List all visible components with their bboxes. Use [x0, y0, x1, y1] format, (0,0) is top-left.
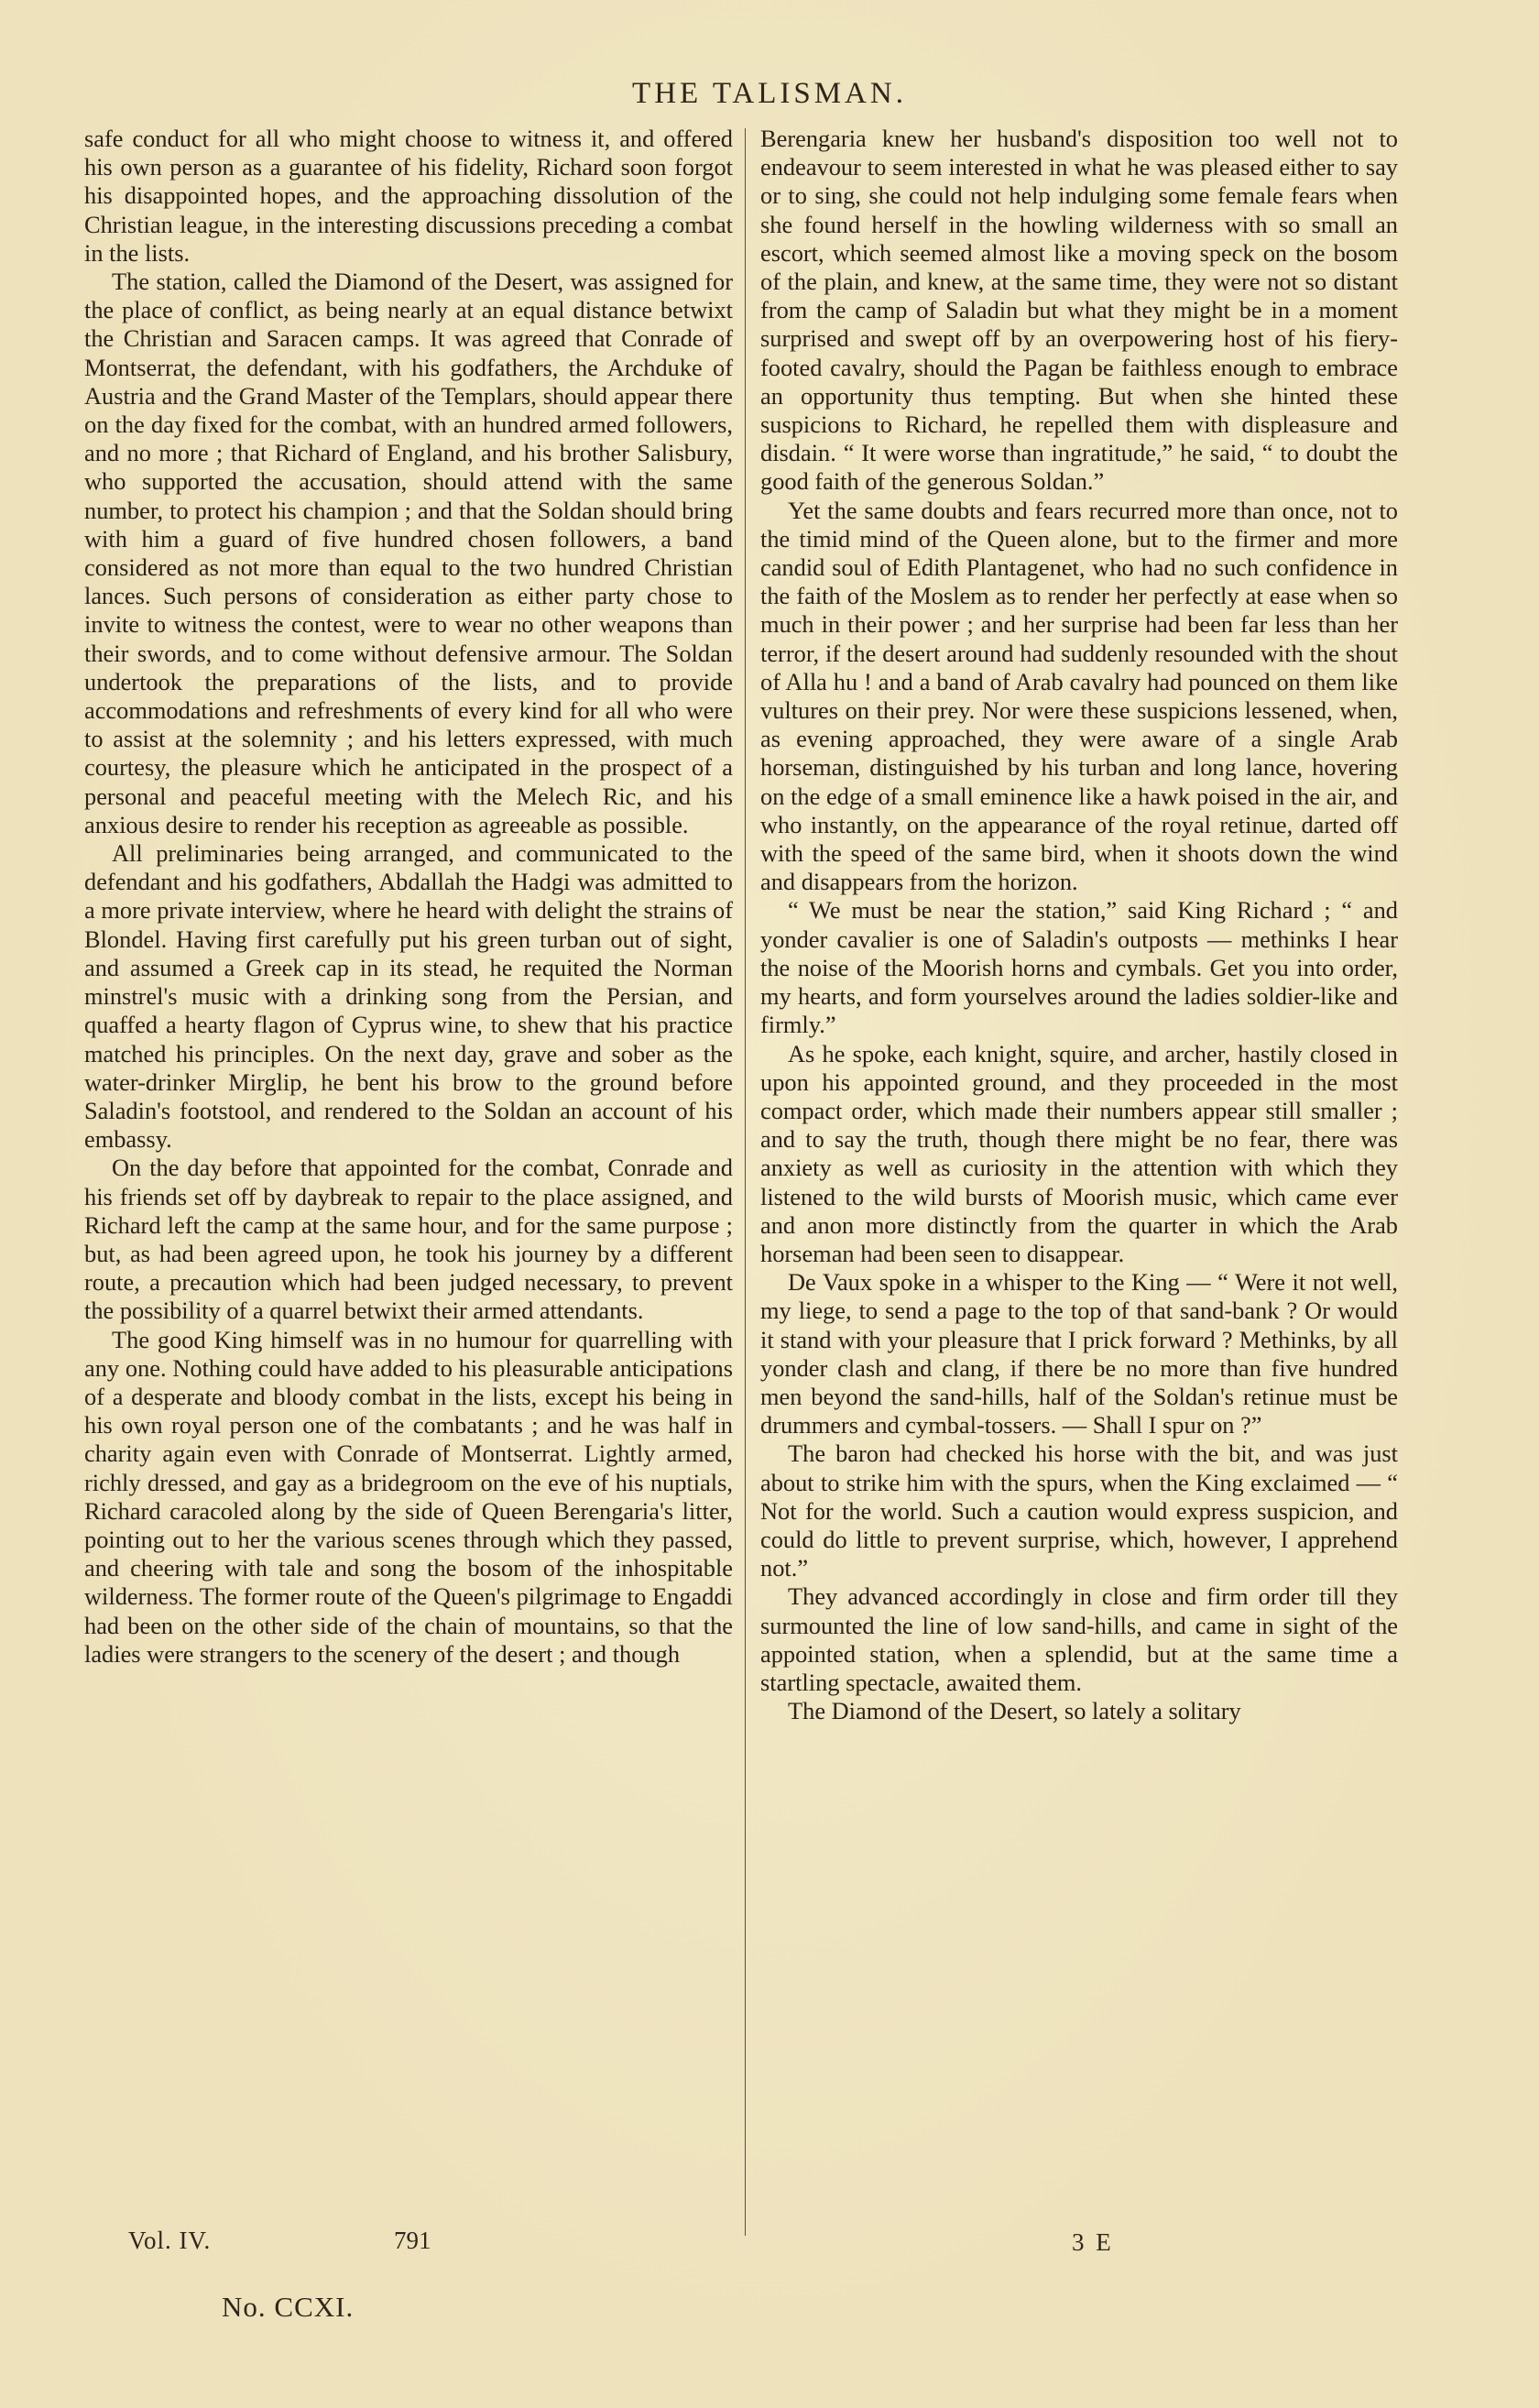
- page-number: 791: [394, 2227, 431, 2254]
- running-head: THE TALISMAN.: [632, 77, 907, 110]
- paragraph: All preliminaries being arranged, and communicated to the defendant and his godfathers, Abdallah the Hadgi was admitted to a more private interview, where he heard with delight the strains of Blondel. Having first carefully put his green turban out of sight, and assumed a Greek cap in its stead, he requited the Norman minstrel's music with a drinking song from the Persian, and quaffed a hearty flagon of Cyprus wine, to shew that his practice matched his principles. On the next day, grave and sober as the water-drinker Mirglip, he bent his brow to the ground before Saladin's footstool, and rendered to the Soldan an account of his embassy.: [84, 839, 733, 1154]
- column-divider: [745, 128, 746, 2236]
- paragraph: Berengaria knew her husband's disposition too well not to endeavour to seem interested in what he was pleased either to say or to sing, she could not help indulging some female fears when she found herself in the howling wilderness with so small an escort, which seemed almost like a moving speck on the bosom of the plain, and knew, at the same time, they were not so distant from the camp of Saladin but what they might be in a moment surprised and swept off by an overpowering host of his fiery-footed cavalry, should the Pagan be faithless enough to embrace an opportunity thus tempting. But when she hinted these suspicions to Richard, he repelled them with displeasure and disdain. “ It were worse than ingratitude,” he said, “ to doubt the good faith of the generous Soldan.”: [760, 125, 1398, 496]
- paragraph: They advanced accordingly in close and firm order till they surmounted the line of low sand-hills, and came in sight of the appointed station, when a splendid, but at the same time a startling spectacle, awaited them.: [760, 1582, 1398, 1696]
- left-column: [84, 125, 733, 1669]
- paragraph: The good King himself was in no humour for quarrelling with any one. Nothing could have added to his pleasurable anticipations of a desperate and bloody combat in the lists, except his being in his own royal person one of the combatants ; and he was half in charity again even with Conrade of Montserrat. Lightly armed, richly dressed, and gay as a bridegroom on the eve of his nuptials, Richard caracoled along by the side of Queen Berengaria's litter, pointing out to her the various scenes through which they passed, and cheering with tale and song the bosom of the inhospitable wilderness. The former route of the Queen's pilgrimage to Engaddi had been on the other side of the chain of mountains, so that the ladies were strangers to the scenery of the desert ; and though: [84, 1325, 733, 1668]
- issue-number: No. CCXI.: [222, 2291, 355, 2323]
- paragraph: De Vaux spoke in a whisper to the King — “ Were it not well, my liege, to send a page to the top of that sand-bank ? Or would it stand with your pleasure that I prick forward ? Methinks, by all yonder clash and clang, if there be no more than five hundred men beyond the sand-hills, half of the Soldan's retinue must be drummers and cymbal-tossers. — Shall I spur on ?”: [760, 1268, 1398, 1439]
- paragraph: Yet the same doubts and fears recurred more than once, not to the timid mind of the Queen alone, but to the firmer and more candid soul of Edith Plantagenet, who had no such confidence in the faith of the Moslem as to render her perfectly at ease when so much in their power ; and her surprise had been far less than her terror, if the desert around had suddenly resounded with the shout of Alla hu ! and a band of Arab cavalry had pounced on them like vultures on their prey. Nor were these suspicions lessened, when, as evening approached, they were aware of a single Arab horseman, distinguished by his turban and long lance, hovering on the edge of a small eminence like a hawk poised in the air, and who instantly, on the appearance of the royal retinue, darted off with the speed of the same bird, when it shoots down the wind and disappears from the horizon.: [760, 496, 1398, 896]
- paragraph: The Diamond of the Desert, so lately a solitary: [788, 1697, 1241, 1725]
- paragraph: The station, called the Diamond of the Desert, was assigned for the place of conflict, as being nearly at an equal distance betwixt the Christian and Saracen camps. It was agreed that Conrade of Montserrat, the defendant, with his godfathers, the Archduke of Austria and the Grand Master of the Templars, should appear there on the day fixed for the combat, with an hundred armed followers, and no more ; that Richard of England, and his brother Salisbury, who supported the accusation, should attend with the same number, to protect his champion ; and that the Soldan should bring with him a guard of five hundred chosen followers, a band considered as not more than equal to the two hundred Christian lances. Such persons of consideration as either party chose to invite to witness the contest, were to wear no other weapons than their swords, and to come without defensive armour. The Soldan undertook the preparations of the lists, and to provide accommodations and refreshments of every kind for all who were to assist at the solemnity ; and his letters expressed, with much courtesy, the pleasure which he anticipated in the prospect of a personal and peaceful meeting with the Melech Ric, and his anxious desire to render his reception as agreeable as possible.: [84, 268, 733, 838]
- paragraph: As he spoke, each knight, squire, and archer, hastily closed in upon his appointed ground, and they proceeded in the most compact order, which made their numbers appear still smaller ; and to say the truth, though there might be no fear, there was anxiety as well as curiosity in the attention with which they listened to the wild bursts of Moorish music, which came ever and anon more distinctly from the quarter in which the Arab horseman had been seen to disappear.: [760, 1039, 1398, 1267]
- paragraph: On the day before that appointed for the combat, Conrade and his friends set off by daybreak to repair to the place assigned, and Richard left the camp at the same hour, and for the same purpose ; but, as had been agreed upon, he took his journey by a different route, a precaution which had been judged necessary, to prevent the possibility of a quarrel betwixt their armed attendants.: [84, 1154, 733, 1325]
- paragraph: safe conduct for all who might choose to witness it, and offered his own person as a guarantee of his fidelity, Richard soon forgot his disappointed hopes, and the approaching dissolution of the Christian league, in the interesting discussions preceding a combat in the lists.: [84, 125, 733, 267]
- paragraph: “ We must be near the station,” said King Richard ; “ and yonder cavalier is one of Saladin's outposts — methinks I hear the noise of the Moorish horns and cymbals. Get you into order, my hearts, and form yourselves around the ladies soldier-like and firmly.”: [760, 896, 1398, 1039]
- paragraph: The baron had checked his horse with the bit, and was just about to strike him with the spurs, when the King exclaimed — “ Not for the world. Such a caution would express suspicion, and could do little to prevent surprise, which, however, I apprehend not.”: [760, 1439, 1398, 1582]
- signature-mark: 3 E: [1072, 2228, 1114, 2256]
- volume-label: Vol. IV.: [128, 2227, 212, 2254]
- right-column: [760, 125, 1398, 1725]
